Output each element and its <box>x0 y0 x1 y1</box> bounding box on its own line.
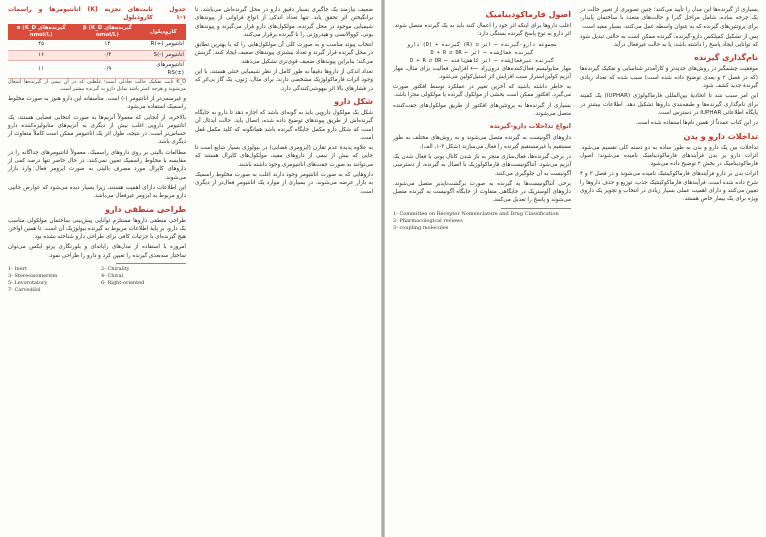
paragraph: ضعیف نیازمند یک جاگیری بسیار دقیق دارو در محل گیرنده‌اش می‌باشد، تا برانگیختن اثر تحقق یابد. تنها تعداد اندکی از انواع فراوانی از پیوندهای شیمیایی موجود در محل گیرنده، مولکول‌های دارو قرار می‌گیرند و پیوندهای یونی، کووالانسی و هیدروژنی را با گیرنده برقرار می‌کنند. <box>195 7 373 38</box>
table-cell: ۱۴ <box>74 40 140 50</box>
paragraph: انتخاب پیوند مناسب و به صورت کلی آن مولکول‌هایی را که با بهترین تطابق در محل گیرنده قرار گیرند و تعداد بیشتری پیوندهای ضعیف ایجاد کنند، گزینش می‌کند؛ بنابراین پیوندهای ضعیف قوی‌تری تشکیل می‌دهند. <box>195 42 373 65</box>
paragraph: اثرات بدن بر دارو فرآیندهای فارماکوکینتیک نامیده می‌شوند و در فصل ۳ و ۴ شرح داده شده است. فرآیندهای فارماکوکینتیک جذب، توزیع و حذف داروها را تعیین می‌کنند و دارای اهمیت عملی بسیار زیادی در انتخاب و تجویز یک داروی ویژه برای یک بیمار خاص هستند. <box>580 171 758 203</box>
section-heading-pharmacodynamics: اصول فارماکودینامیک <box>485 10 571 19</box>
table-cell: ۴۵ <box>8 40 74 50</box>
paragraph: داروهای آگونیست به گیرنده متصل می‌شوند و به روش‌های مختلف به طور مستقیم یا غیرمستقیم گیرنده را فعال می‌سازند (شکل ۳-۱، الف). <box>393 135 571 150</box>
section-heading-drug-shape: شکل دارو <box>334 96 373 106</box>
paragraph: تعداد اندکی از داروها دقیقاً به طور کامل از نظر شیمیایی خنثی هستند، با این وجود اثرات فارماکولوژیک مشخصی دارند. برای مثال، ژنون، یک گاز بی‌اثر که در فشارهای بالا اثر بیهوشی‌کنندگی دارد. <box>195 69 373 92</box>
reaction-equation: D + R ⇄ DR ⟵ گیرنده فعال‌شده ⟵ اثر <box>430 49 534 56</box>
table-footnote: K_D ثابت تفکیک حالت تعادلی است؛ غلظتی که در آن نیمی از گیرنده‌ها اشغال می‌شوند و هرچه کمتر باشد تمایل دارو به گیرنده بیشتر است. <box>8 79 186 92</box>
paragraph: مطالعات بالینی بر روی داروهای راسمیک، معمولاً انانتیومرهای جداگانه را در مقایسه با مخلوط راسمیک تعیین نمی‌کنند. در حال حاضر تنها درصد کمی از داروهای کایرال مورد مصرف بالینی به صورت ایزومر فعال وارد بازار می‌شوند. <box>8 149 186 181</box>
right-page-right-column <box>580 6 758 206</box>
table-cell: انانتیومر (+)R <box>141 40 186 50</box>
table-header: گیرنده‌های β (K_D nmol/L) <box>74 24 140 40</box>
paragraph: در برخی گیرنده‌ها، فعال‌سازی منجر به باز شدن کانال یونی یا فعال شدن یک آنزیم می‌شود. آنتاگونیست‌های فارماکولوژیک با اتصال به گیرنده، از دسترسی آگونیست به آن جلوگیری می‌کنند. <box>393 153 571 177</box>
table-cell: ۰/۴ <box>74 50 140 61</box>
paragraph: شکل یک مولکول دارویی باید به گونه‌ای باشد که اجازه دهد تا دارو به جایگاه گیرنده‌اش از طریق پیوندهای توضیح داده شده، اتصال یابد. حالت ایدئال آن است که شکل دارو مکمل جایگاه گیرنده باشد همانگونه که کلید مکمل قفل است. <box>195 109 373 141</box>
footnote: 1- Inert <box>8 266 28 273</box>
paragraph: در این کتاب عمدتاً از همین نام‌ها استفاده شده است. <box>635 120 758 127</box>
reaction-equation: D + R ⇄ DR ⟵ گیرنده غیرفعال‌شده ⟵ اثر کاهش‌یافته <box>410 57 554 64</box>
footnote: 3- Stereoisomerism <box>8 273 58 280</box>
left-page-left-column <box>8 6 186 294</box>
table-caption <box>8 6 186 22</box>
table-header: کاروِدیلول <box>141 24 186 40</box>
paragraph: موفقیت چشمگیر در روش‌های جدیدتر و کارآمدتر شناسایی و تفکیک گیرنده‌ها (که در فصل ۲ و بعدی توضیح داده شده است) سبب شده که تعداد زیادی گیرندهٔ جدید کشف شود. <box>580 66 758 90</box>
reaction-equation: دارو (D) + گیرنده (R) ⇄ مجموعه دارو-گیرنده ⟵ اثر <box>407 41 557 48</box>
footnote: 5- Levorotatory <box>8 280 48 287</box>
paragraph: و غیرسمی‌تر از انانتیومر (-) است. متأسفانه این دارو هنوز به صورت مخلوط راسمیک استفاده می‌شود. <box>8 96 186 111</box>
paragraph: به خاطر داشته باشید که آخرین تغییر در عملکرد توسط افکتور صورت می‌گیرد. افکتور ممکن است بخشی از مولکول گیرنده یا مولکولی مجزا باشد. <box>393 84 571 99</box>
table-cell: ۰/۹ <box>74 61 140 79</box>
table-cell: انانتیومر (-)S <box>141 50 186 61</box>
paragraph: پس از تشکیل کمپلکس دارو-گیرنده، گیرنده ممکن است به حالتی تبدیل شود که توانایی ایجاد پاسخ را داشته باشد، یا به حالت غیرفعال درآید. <box>580 33 758 49</box>
left-page <box>0 0 381 537</box>
section-heading-drug-body-interactions: تداخلات دارو و بدن <box>683 131 758 141</box>
footnote: 7- Carvedilol <box>8 287 41 294</box>
footnote-divider <box>501 208 571 209</box>
footnote-divider <box>116 263 186 264</box>
carvedilol-table-block <box>8 6 186 93</box>
table-cell: انانتیومرهای (±)RS <box>141 61 186 79</box>
paragraph: این امر سبب شد تا اتحادیهٔ بین‌المللی فارماکولوژی (IUPHAR) یک کمیته برای نام‌گذاری گیرنده‌ها و طبقه‌بندی داروها تشکیل دهد. اطلاعات بیشتر در پایگاه اطلاعاتی IUPHAR در دسترس است. <box>580 93 758 116</box>
footnote: 3- coupling molecules <box>393 224 449 231</box>
section-heading-rational-design: طراحی منطقی دارو <box>105 204 186 214</box>
footnote: 4- Chiral <box>101 273 124 280</box>
paragraph: به علاوه پدیدهٔ عدم تقارن (ایزومری فضایی) در بیولوژی بسیار شایع است تا جایی که بیش از نیمی از داروهای مفید، مولکول‌های کایرال هستند که می‌توانند به صورت جفت‌های انانتیومری وجود داشته باشند. <box>195 145 373 168</box>
right-page-left-column <box>393 6 571 232</box>
paragraph: مهار متابولیسم فعال‌کننده‌های درون‌زاد ⟵ افزایش فعالیت برای مثال، مهار آنزیم کولین‌استراز سبب افزایش اثر استیل‌کولین می‌شود. <box>393 65 571 80</box>
paragraph: بالاخره، از آنجایی که معمولاً آنزیم‌ها به صورت انتخابی فضایی هستند، یک انانتیومر دارویی اغلب بیش از دیگری به آنزیم‌های متابولیزه‌کننده دارو حساس‌تر است. در نتیجه، طول اثر یک انانتیومر ممکن است کاملاً متفاوت از دیگری باشد. <box>8 114 186 146</box>
right-page <box>385 0 766 537</box>
table-cell: ۱۱ <box>8 61 74 79</box>
paragraph: اغلب داروها برای اینکه اثر خود را اعمال کنند باید به یک گیرنده متصل شوند. اثر دارو به نوع پاسخ گیرنده بستگی دارد: <box>393 23 571 38</box>
left-page-right-column <box>195 6 373 198</box>
section-heading-receptor-naming: نام‌گذاری گیرنده <box>694 53 758 63</box>
footnotes <box>393 211 571 232</box>
table-row <box>8 50 186 61</box>
paragraph: داروهایی که به صورت انانتیومر وجود دارند اغلب به صورت مخلوط راسمیک به بازار عرضه می‌شوند. در بسیاری از موارد یک انانتیومر فعال‌تر از دیگری است. <box>195 172 373 195</box>
section-heading-interaction-types: انواع تداخلات دارو-گیرنده <box>489 122 571 131</box>
footnote: 6- Right-oriented <box>101 280 145 287</box>
paragraph: طراحی منطقی داروها مستلزم توانایی پیش‌بینی ساختمان مولکولی مناسب یک دارو، بر پایهٔ اطلاعات مربوط به گیرنده بیولوژیک آن است. تا همین اواخر، هیچ گیرنده‌ای با جزئیات کافی برای طراحی دارو شناخته نشده بود. <box>8 217 186 241</box>
paragraph: تداخلات بین یک دارو و بدن به طور ساده به دو دسته کلی تقسیم می‌شود. اثرات دارو بر بدن فرآیندهای فارماکودینامیک نامیده می‌شوند؛ اصول فارماکودینامیک در بخش ۲ توضیح داده می‌شود. <box>580 144 758 168</box>
footnote: 2- Chirality <box>101 266 130 273</box>
paragraph: امروزه با استفاده از مدل‌های رایانه‌ای و بلورنگاری پرتو ایکس می‌توان ساختار سه‌بعدی گیرنده را تعیین کرد و دارو را طراحی نمود. <box>8 244 186 259</box>
table-number: جدول ۱-۱ <box>169 6 186 21</box>
paragraph: برخی آنتاگونیست‌ها به گیرنده به صورت برگشت‌ناپذیر متصل می‌شوند. داروهای آلوستریک در جایگاهی متفاوت از جایگاه آگونیست به گیرنده متصل می‌شوند و پاسخ را تعدیل می‌کنند. <box>393 180 571 204</box>
table-header: گیرنده‌های α (K_D nmol/L) <box>8 24 74 40</box>
footnote: 1- Committee on Receptor Nomenclature and Drug Classification <box>393 210 559 217</box>
table-cell: ۱۶ <box>8 50 74 61</box>
paragraph: بسیاری از گیرنده‌ها این مدل را تأیید می‌کنند؛ چنین تصویری از تغییر حالت در یک چرخه ساده، شامل مراحل گذرا و حالت‌های متعدد با ساختمان پایدار، برای پروتئین‌های گیرنده که به عنوان واسطه عمل می‌کنند، بسیار مفید است. <box>580 7 758 30</box>
paragraph: این اطلاعات دارای اهمیت هستند، زیرا بسیار دیده می‌شود که عوارض جانبی دارو مربوط به ایزومر غیرفعال می‌باشد. <box>8 184 186 200</box>
paragraph: بسیاری از گیرنده‌ها به پروتئین‌های افکتور از طریق مولکول‌های جفت‌کننده متصل می‌شوند. <box>393 102 571 118</box>
table-row <box>8 40 186 50</box>
table-title: ثابت‌های تجزیه (K) انانتیومرها و راسمات کاروِدیلول <box>8 6 153 21</box>
dissociation-constants-table <box>8 24 186 79</box>
footnotes <box>8 266 186 294</box>
table-row <box>8 61 186 79</box>
footnote: 2- Pharmacological reviews <box>393 217 463 224</box>
